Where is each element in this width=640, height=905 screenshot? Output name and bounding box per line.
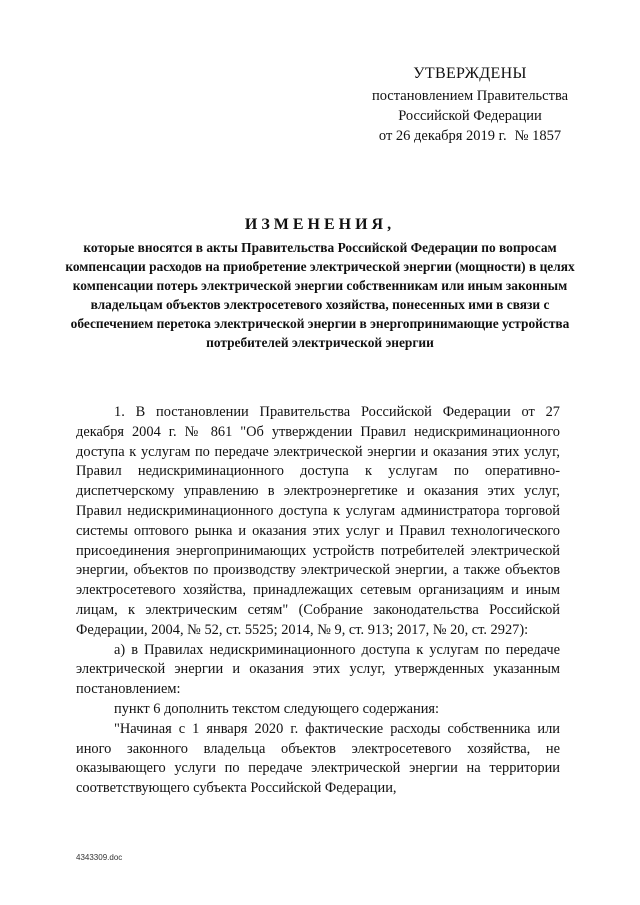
approval-line-government: Российской Федерации: [398, 108, 542, 124]
approval-date: от 26 декабря 2019 г.: [378, 128, 507, 144]
document-file-id: 4343309.doc: [76, 853, 123, 862]
approval-heading: УТВЕРЖДЕНЫ: [413, 65, 527, 82]
document-title: ИЗМЕНЕНИЯ,: [244, 216, 396, 233]
approval-line-date: [320, 126, 620, 146]
paragraph-4: "Начиная с 1 января 2020 г. фактические расходы собственника или иного законного владельца объектов электросетевого хозяйства, не оказывающего услуги по передаче электрической энергии на территории соответствующего субъекта Российской Федерации,: [76, 720, 560, 797]
paragraph-2: а) в Правилах недискриминационного доступа к услугам по передаче электрической энергии и оказания этих услуг, утвержденных указанным постановлением:: [76, 641, 560, 698]
approval-number: № 1857: [514, 128, 562, 144]
approval-line-decree: постановлением Правительства: [371, 88, 569, 104]
paragraph-1: 1. В постановлении Правительства Российской Федерации от 27 декабря 2004 г. № 861 "Об утверждении Правил недискриминационного доступа к услугам по передаче электрической энергии и оказания этих услуг, Правил недискриминационного доступа к услугам по оперативно-диспетчерскому управлению в электроэнергетике и оказания этих услуг, Правил недискриминационного доступа к услугам администратора торговой системы оптового рынка и оказания этих услуг и Правил технологического присоединения энергопринимающих устройств потребителей электрической энергии, объектов по производству электрической энергии, а также объектов электросетевого хозяйства, принадлежащих сетевым организациям и иным лицам, к электрическим сетям" (Собрание законодательства Российской Федерации, 2004, № 52, ст. 5525; 2014, № 9, ст. 913; 2017, № 20, ст. 2927):: [76, 404, 560, 638]
approval-block: [320, 64, 620, 146]
document-body: [76, 403, 560, 799]
document-subtitle: которые вносятся в акты Правительства Российской Федерации по вопросам компенсации расходов на приобретение электрической энергии (мощности) в целях компенсации потерь электрической энергии собственникам или иным законным владельцам объектов электросетевого хозяйства, понесенных ими в связи с обеспечением перетока электрической энергии в энергопринимающие устройства потребителей электрической энергии: [65, 240, 575, 350]
paragraph-3: пункт 6 дополнить текстом следующего содержания:: [114, 700, 440, 717]
